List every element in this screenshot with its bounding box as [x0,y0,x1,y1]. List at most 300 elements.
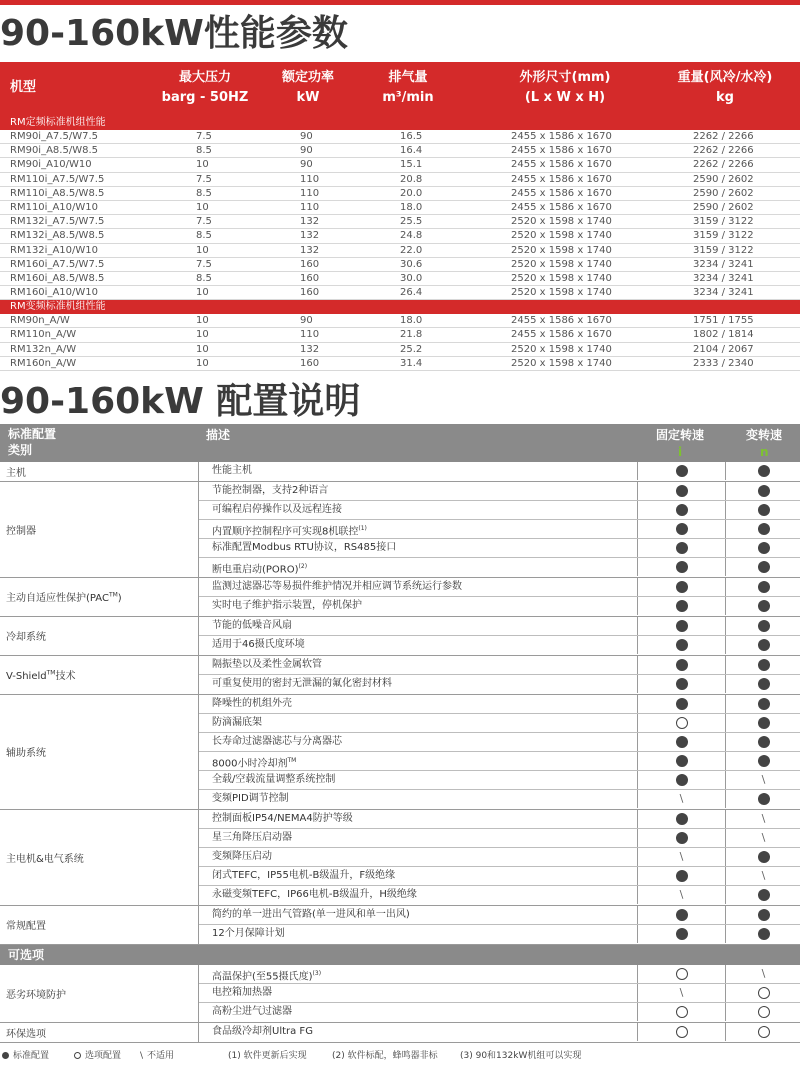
table-row [0,258,800,272]
fixed-speed-cell [637,578,725,596]
config-table [0,424,800,1043]
cell-model: RM110i_A10/W10 [10,201,98,213]
cell-power: 90 [300,145,313,157]
header-rated-power: 额定功率 kW [281,70,334,105]
feature-description: 控制面板IP54/NEMA4防护等级 [212,813,353,824]
feature-description: 防滴漏底架 [212,717,262,728]
standard-dot-icon [758,600,770,612]
feature-description: 长寿命过滤器滤芯与分离器芯 [212,736,342,747]
feature-description: 节能控制器，支持2种语言 [212,485,329,496]
fixed-speed-cell [637,636,725,654]
config-section [0,656,800,695]
cell-weight: 3159 / 3122 [693,244,754,256]
config-row [199,984,800,1003]
legend-optional: 选项配置 [74,1048,121,1061]
header-fixed-speed: 固定转速 [656,428,705,442]
not-applicable-icon: \ [679,792,684,805]
optional-circle-icon [758,1026,770,1038]
config-row [199,790,800,809]
standard-dot-icon [676,698,688,710]
cell-power: 160 [300,287,320,299]
table-row [0,144,800,158]
config-section [0,462,800,482]
config-row [199,539,800,558]
not-applicable-icon: \ [761,831,766,844]
cell-weight: 3234 / 3241 [693,258,754,270]
config-row [199,714,800,733]
table-row [0,229,800,243]
standard-dot-icon [676,581,688,593]
standard-dot-icon [758,581,770,593]
header-category: 标准配置 类别 [8,427,57,457]
performance-table [0,62,800,371]
cell-model: RM110i_A8.5/W8.5 [10,187,105,199]
cell-power: 160 [300,272,320,284]
config-row [199,1023,800,1042]
cell-pressure: 7.5 [196,216,212,228]
not-applicable-icon: \ [679,850,684,863]
variable-speed-cell [725,501,800,519]
optional-circle-icon [676,968,688,980]
standard-dot-icon [758,889,770,901]
not-applicable-icon: \ [761,967,766,980]
variable-speed-cell [725,829,800,847]
cell-weight: 1802 / 1814 [693,329,754,341]
cell-dimensions: 2520 x 1598 x 1740 [511,272,612,284]
category-label: 常规配置 [6,921,46,932]
config-row [199,829,800,848]
variable-speed-cell [725,539,800,557]
performance-header [0,62,800,116]
optional-circle-icon [676,1006,688,1018]
feature-description: 闭式TEFC，IP55电机-B级温升，F级绝缘 [212,870,396,881]
cell-pressure: 7.5 [196,173,212,185]
variable-speed-cell [725,984,800,1002]
category-label: 主电机&电气系统 [6,853,84,865]
cell-dimensions: 2520 x 1598 x 1740 [511,230,612,242]
standard-dot-icon [676,639,688,651]
cell-model: RM90i_A7.5/W7.5 [10,131,98,142]
cell-dimensions: 2520 x 1598 x 1740 [511,216,612,228]
fixed-speed-cell [637,656,725,674]
fixed-speed-cell [637,1003,725,1021]
variable-speed-cell [725,675,800,693]
feature-description: 监测过滤器芯等易损件维护情况并相应调节系统运行参数 [212,581,462,592]
feature-description: 实时电子维护指示装置，停机保护 [212,600,362,611]
standard-dot-icon [676,659,688,671]
cell-weight: 2262 / 2266 [693,159,754,171]
variable-speed-cell [725,482,800,500]
variable-speed-cell [725,636,800,654]
config-row [199,848,800,867]
standard-dot-icon [758,561,770,573]
cell-model: RM160i_A7.5/W7.5 [10,258,105,270]
config-row [199,1003,800,1022]
cell-delivery: 18.0 [400,201,423,213]
cell-dimensions: 2520 x 1598 x 1740 [511,258,612,270]
standard-dot-icon [676,755,688,767]
config-row [199,617,800,636]
standard-dot-icon [676,736,688,748]
cell-weight: 1751 / 1755 [693,315,754,327]
cell-dimensions: 2520 x 1598 x 1740 [511,343,612,355]
cell-pressure: 8.5 [196,230,212,242]
cell-pressure: 7.5 [196,258,212,270]
not-applicable-icon: \ [679,888,684,901]
category-label: 辅助系统 [6,748,46,759]
cell-delivery: 16.5 [400,131,423,142]
standard-dot-icon [758,755,770,767]
cell-delivery: 18.0 [400,315,423,327]
standard-dot-icon [758,793,770,805]
config-row [199,656,800,675]
header-weight: 重量(风冷/水冷) kg [677,70,773,105]
cell-dimensions: 2455 x 1586 x 1670 [511,131,612,142]
category-label: 恶劣环境防护 [6,989,66,1001]
standard-dot-icon [676,542,688,554]
cell-pressure: 8.5 [196,145,212,157]
feature-description: 高粉尘进气过滤器 [212,1006,292,1017]
standard-dot-icon [758,542,770,554]
cell-power: 160 [300,357,320,369]
config-row [199,752,800,771]
standard-dot-icon [758,620,770,632]
cell-power: 110 [300,201,320,213]
cell-dimensions: 2455 x 1586 x 1670 [511,173,612,185]
cell-model: RM160i_A10/W10 [10,287,98,299]
config-row [199,675,800,694]
standard-dot-icon [676,870,688,882]
fixed-speed-cell [637,886,725,904]
optional-circle-icon [758,1006,770,1018]
cell-weight: 2262 / 2266 [693,131,754,142]
table-row [0,272,800,286]
header-description: 描述 [206,428,231,442]
cell-power: 90 [300,159,313,171]
variable-speed-cell [725,462,800,480]
feature-description: 降噪性的机组外壳 [212,698,292,709]
standard-dot-icon [676,928,688,940]
cell-model: RM132i_A8.5/W8.5 [10,230,105,242]
cell-dimensions: 2455 x 1586 x 1670 [511,329,612,341]
cell-weight: 3234 / 3241 [693,287,754,299]
footnote-1: (1) 软件更新后实现 [228,1051,307,1061]
standard-dot-icon [676,523,688,535]
cell-weight: 3234 / 3241 [693,272,754,284]
feature-description: 节能的低噪音风扇 [212,620,292,631]
cell-power: 160 [300,258,320,270]
fixed-speed-cell [637,462,725,480]
cell-weight: 2262 / 2266 [693,145,754,157]
feature-description: 可重复使用的密封无泄漏的氟化密封材料 [212,678,392,689]
feature-description: 可编程启停操作以及远程连接 [212,504,342,515]
fixed-speed-cell [637,501,725,519]
fixed-speed-cell [637,848,725,866]
standard-dot-icon [676,620,688,632]
performance-title: 90-160kW性能参数 [0,13,348,54]
cell-power: 110 [300,173,320,185]
standard-dot-icon [676,561,688,573]
cell-delivery: 26.4 [400,287,423,299]
cell-delivery: 15.1 [400,159,423,171]
feature-description: 全载/空载流量调整系统控制 [212,774,336,785]
config-section [0,578,800,617]
config-row [199,965,800,984]
config-section [0,695,800,810]
feature-description: 断电重启动(PORO)$^{(2)}$ [212,563,308,576]
variable-speed-marker: n [760,445,769,459]
category-label: 环保选项 [6,1028,46,1040]
optional-circle-icon [676,1026,688,1038]
standard-dot-icon [758,736,770,748]
feature-description: 简约的单一进出气管路(单一进风和单一出风) [212,909,410,920]
cell-model: RM90n_A/W [10,315,70,327]
not-applicable-icon: \ [761,812,766,825]
feature-description: 电控箱加热器 [212,987,272,998]
variable-speed-cell [725,578,800,596]
cell-power: 132 [300,244,320,256]
cell-dimensions: 2520 x 1598 x 1740 [511,287,612,299]
category-label: V-Shield™技术 [6,669,76,682]
cell-weight: 2590 / 2602 [693,173,754,185]
feature-description: 隔振垫以及柔性金属软管 [212,659,322,670]
legend-na: \ 不适用 [140,1051,175,1061]
optional-section-bar: 可选项 [0,945,800,965]
config-row [199,886,800,905]
variable-speed-cell [725,867,800,885]
cell-model: RM132n_A/W [10,343,77,355]
variable-speed-cell [725,597,800,615]
fixed-speed-cell [637,597,725,615]
fixed-speed-cell [637,771,725,789]
cell-model: RM160n_A/W [10,357,77,369]
standard-dot-icon [758,465,770,477]
cell-weight: 2590 / 2602 [693,201,754,213]
table-row [0,173,800,187]
standard-dot-icon [676,600,688,612]
cell-pressure: 10 [196,329,209,341]
cell-pressure: 10 [196,287,209,299]
config-section [0,482,800,578]
config-row [199,733,800,752]
standard-dot-icon [676,909,688,921]
cell-power: 110 [300,329,320,341]
cell-pressure: 10 [196,159,209,171]
cell-model: RM160i_A8.5/W8.5 [10,272,105,284]
standard-dot-icon [758,928,770,940]
cell-power: 90 [300,315,313,327]
cell-dimensions: 2455 x 1586 x 1670 [511,187,612,199]
cell-pressure: 8.5 [196,272,212,284]
cell-model: RM110n_A/W [10,329,77,341]
cell-dimensions: 2455 x 1586 x 1670 [511,145,612,157]
fixed-speed-cell [637,539,725,557]
cell-delivery: 31.4 [400,357,423,369]
category-label: 主动自适应性保护(PAC™) [6,591,122,604]
cell-pressure: 10 [196,244,209,256]
config-row [199,520,800,539]
standard-dot-icon [676,774,688,786]
feature-description: 12个月保障计划 [212,928,285,939]
filled-dot-icon [2,1052,9,1059]
feature-description: 高温保护(至55摄氏度)$^{(3)}$ [212,970,322,983]
cell-power: 132 [300,216,320,228]
variable-speed-cell [725,771,800,789]
table-row [0,357,800,371]
feature-description: 变频PID调节控制 [212,793,289,804]
fixed-speed-cell [637,714,725,732]
standard-dot-icon [758,678,770,690]
standard-dot-icon [758,504,770,516]
table-row [0,286,800,300]
fixed-speed-cell [637,733,725,751]
standard-dot-icon [758,698,770,710]
standard-dot-icon [758,717,770,729]
cell-model: RM90i_A10/W10 [10,159,92,171]
config-row [199,636,800,655]
variable-speed-cell [725,1003,800,1021]
fixed-speed-cell [637,925,725,943]
cell-model: RM132i_A7.5/W7.5 [10,216,105,228]
fixed-speed-cell [637,867,725,885]
config-row [199,501,800,520]
variable-speed-cell [725,695,800,713]
config-row [199,867,800,886]
cell-dimensions: 2455 x 1586 x 1670 [511,315,612,327]
cell-delivery: 20.0 [400,187,423,199]
not-applicable-icon: \ [679,986,684,999]
config-row [199,558,800,577]
variable-speed-cell [725,656,800,674]
fixed-speed-cell [637,617,725,635]
category-label: 主机 [6,467,26,479]
performance-group-label: RM变频标准机组性能 [0,300,800,314]
variable-speed-cell [725,1023,800,1041]
fixed-speed-cell [637,752,725,770]
variable-speed-cell [725,617,800,635]
header-air-delivery: 排气量 m³/min [382,70,434,105]
config-row [199,578,800,597]
cell-dimensions: 2520 x 1598 x 1740 [511,357,612,369]
cell-delivery: 30.0 [400,272,423,284]
cell-power: 132 [300,230,320,242]
fixed-speed-cell [637,810,725,828]
table-row [0,244,800,258]
variable-speed-cell [725,558,800,576]
table-row [0,215,800,229]
config-header [0,424,800,462]
fixed-speed-cell [637,965,725,983]
cell-model: RM132i_A10/W10 [10,244,98,256]
header-dimensions: 外形尺寸(mm) (L x W x H) [519,70,611,105]
table-row [0,314,800,328]
cell-delivery: 20.8 [400,173,423,185]
cell-weight: 2104 / 2067 [693,343,754,355]
config-row [199,925,800,944]
variable-speed-cell [725,965,800,983]
feature-description: 变频降压启动 [212,851,272,862]
not-applicable-icon: \ [761,869,766,882]
variable-speed-cell [725,733,800,751]
variable-speed-cell [725,790,800,808]
standard-dot-icon [758,851,770,863]
variable-speed-cell [725,848,800,866]
cell-pressure: 10 [196,315,209,327]
config-row [199,462,800,481]
feature-description: 内置顺序控制程序可实现8机联控$^{(1)}$ [212,525,367,538]
table-row [0,201,800,215]
cell-pressure: 10 [196,357,209,369]
standard-dot-icon [676,832,688,844]
cell-delivery: 25.5 [400,216,423,228]
standard-dot-icon [676,678,688,690]
variable-speed-cell [725,886,800,904]
cell-delivery: 22.0 [400,244,423,256]
feature-description: 星三角降压启动器 [212,832,292,843]
variable-speed-cell [725,714,800,732]
fixed-speed-marker: i [678,445,683,459]
fixed-speed-cell [637,1023,725,1041]
cell-delivery: 30.6 [400,258,423,270]
standard-dot-icon [676,465,688,477]
legend-standard: 标准配置 [2,1048,49,1061]
cell-dimensions: 2455 x 1586 x 1670 [511,201,612,213]
feature-description: 8000小时冷却剂™ [212,757,297,770]
optional-circle-icon [758,987,770,999]
cell-power: 90 [300,131,313,142]
feature-description: 适用于46摄氏度环境 [212,639,305,650]
standard-dot-icon [676,504,688,516]
variable-speed-cell [725,925,800,943]
header-model: 机型 [10,80,37,95]
fixed-speed-cell [637,558,725,576]
variable-speed-cell [725,906,800,924]
config-row [199,695,800,714]
footnote-3: (3) 90和132kW机组可以实现 [460,1051,582,1061]
optional-circle-icon [676,717,688,729]
fixed-speed-cell [637,482,725,500]
config-body [0,462,800,1043]
cell-pressure: 10 [196,343,209,355]
fixed-speed-cell [637,695,725,713]
cell-power: 132 [300,343,320,355]
not-applicable-icon: \ [761,773,766,786]
standard-dot-icon [758,659,770,671]
cell-weight: 3159 / 3122 [693,230,754,242]
standard-dot-icon [758,639,770,651]
cell-pressure: 10 [196,201,209,213]
cell-weight: 2333 / 2340 [693,357,754,369]
standard-dot-icon [758,523,770,535]
feature-description: 食品级冷却剂Ultra FG [212,1026,313,1037]
config-row [199,810,800,829]
config-section [0,1023,800,1043]
config-row [199,771,800,790]
slash-icon: \ [140,1051,144,1061]
footnote-2: (2) 软件标配，蜂鸣器非标 [332,1051,438,1061]
feature-description: 永磁变频TEFC，IP66电机-B级温升，H级绝缘 [212,889,417,900]
cell-pressure: 7.5 [196,131,212,142]
variable-speed-cell [725,752,800,770]
legend [0,1048,800,1062]
feature-description: 性能主机 [212,465,252,476]
fixed-speed-cell [637,790,725,808]
cell-dimensions: 2455 x 1586 x 1670 [511,159,612,171]
performance-body [0,116,800,371]
cell-power: 110 [300,187,320,199]
performance-group-label: RM定频标准机组性能 [0,116,800,130]
fixed-speed-cell [637,906,725,924]
